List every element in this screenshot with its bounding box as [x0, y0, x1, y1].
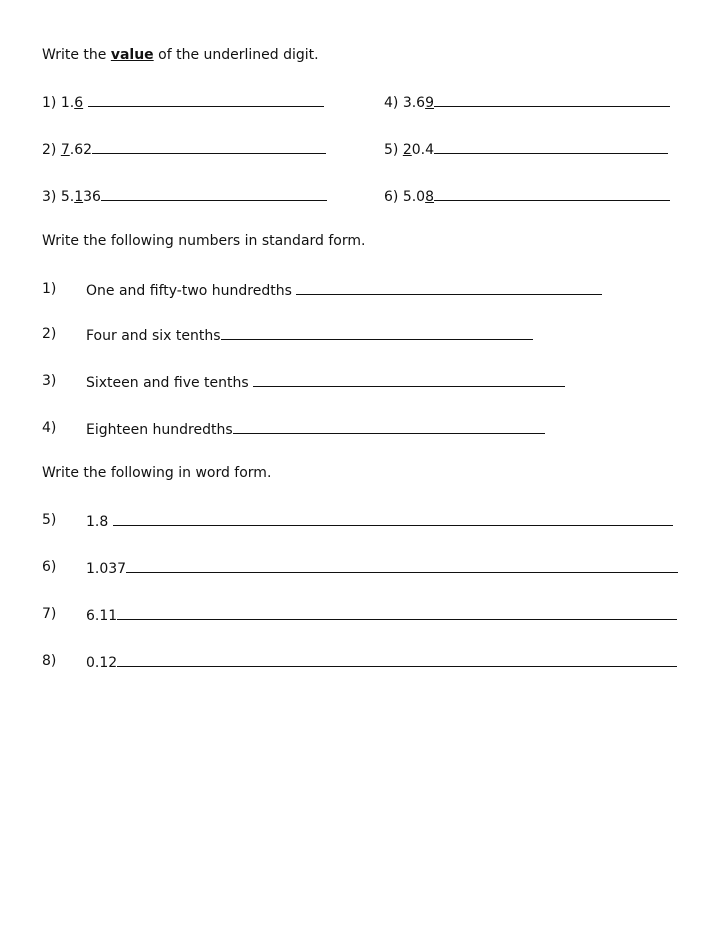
standard-item-number: 4) [42, 420, 57, 436]
word-item-text: 1.8 [86, 514, 113, 530]
answer-blank[interactable] [92, 139, 326, 154]
value-item-pre: 5. [60, 189, 75, 205]
value-item-pre: 1. [60, 95, 75, 111]
value-item-label: 1) [42, 95, 61, 111]
value-item-5 [384, 139, 668, 159]
section3-heading: Write the following in word form. [42, 465, 272, 481]
value-item-underlined-digit: 7 [60, 142, 70, 158]
standard-item-2 [86, 325, 533, 345]
value-item-1 [42, 92, 324, 112]
word-item-number: 7) [42, 606, 57, 622]
word-item-6 [86, 558, 678, 578]
standard-item-1 [86, 280, 602, 300]
word-item-8 [86, 652, 677, 672]
section1-heading-bold-word: value [110, 47, 154, 63]
answer-blank[interactable] [296, 280, 602, 295]
answer-blank[interactable] [126, 558, 678, 573]
section1-heading-prefix: Write the [42, 47, 111, 63]
value-item-label: 3) [42, 189, 61, 205]
answer-blank[interactable] [233, 419, 545, 434]
answer-blank[interactable] [253, 372, 565, 387]
answer-blank[interactable] [113, 511, 673, 526]
value-item-label: 2) [42, 142, 61, 158]
word-item-number: 8) [42, 653, 57, 669]
answer-blank[interactable] [117, 605, 677, 620]
value-item-label: 5) [384, 142, 403, 158]
value-item-post: .62 [69, 142, 93, 158]
value-item-pre: 3.6 [402, 95, 426, 111]
value-item-3 [42, 186, 327, 206]
section2-heading: Write the following numbers in standard form. [42, 233, 366, 249]
value-item-post: 36 [83, 189, 101, 205]
word-item-number: 5) [42, 512, 57, 528]
value-item-underlined-digit: 8 [425, 189, 435, 205]
value-item-underlined-digit: 2 [402, 142, 412, 158]
value-item-underlined-digit: 9 [425, 95, 435, 111]
value-item-underlined-digit: 6 [74, 95, 84, 111]
standard-item-3 [86, 372, 565, 392]
value-item-post: 0.4 [411, 142, 435, 158]
word-item-text: 1.037 [86, 561, 127, 577]
standard-item-text: Four and six tenths [86, 328, 221, 344]
answer-blank[interactable] [117, 652, 677, 667]
value-item-pre: 5.0 [402, 189, 426, 205]
answer-blank[interactable] [88, 92, 324, 107]
value-item-label: 4) [384, 95, 403, 111]
value-item-label: 6) [384, 189, 403, 205]
word-item-7 [86, 605, 677, 625]
standard-item-number: 2) [42, 326, 57, 342]
word-item-text: 0.12 [86, 655, 118, 671]
standard-item-text: One and fifty-two hundredths [86, 283, 297, 299]
value-item-2 [42, 139, 326, 159]
standard-item-text: Sixteen and five tenths [86, 375, 254, 391]
section1-heading [42, 46, 319, 64]
value-item-underlined-digit: 1 [74, 189, 84, 205]
standard-item-number: 3) [42, 373, 57, 389]
answer-blank[interactable] [221, 325, 533, 340]
word-item-5 [86, 511, 673, 531]
answer-blank[interactable] [101, 186, 327, 201]
section1-heading-suffix: of the underlined digit. [153, 47, 319, 63]
standard-item-number: 1) [42, 281, 57, 297]
standard-item-text: Eighteen hundredths [86, 422, 233, 438]
answer-blank[interactable] [434, 186, 670, 201]
word-item-number: 6) [42, 559, 57, 575]
word-item-text: 6.11 [86, 608, 118, 624]
answer-blank[interactable] [434, 139, 668, 154]
standard-item-4 [86, 419, 545, 439]
value-item-6 [384, 186, 670, 206]
value-item-4 [384, 92, 670, 112]
answer-blank[interactable] [434, 92, 670, 107]
